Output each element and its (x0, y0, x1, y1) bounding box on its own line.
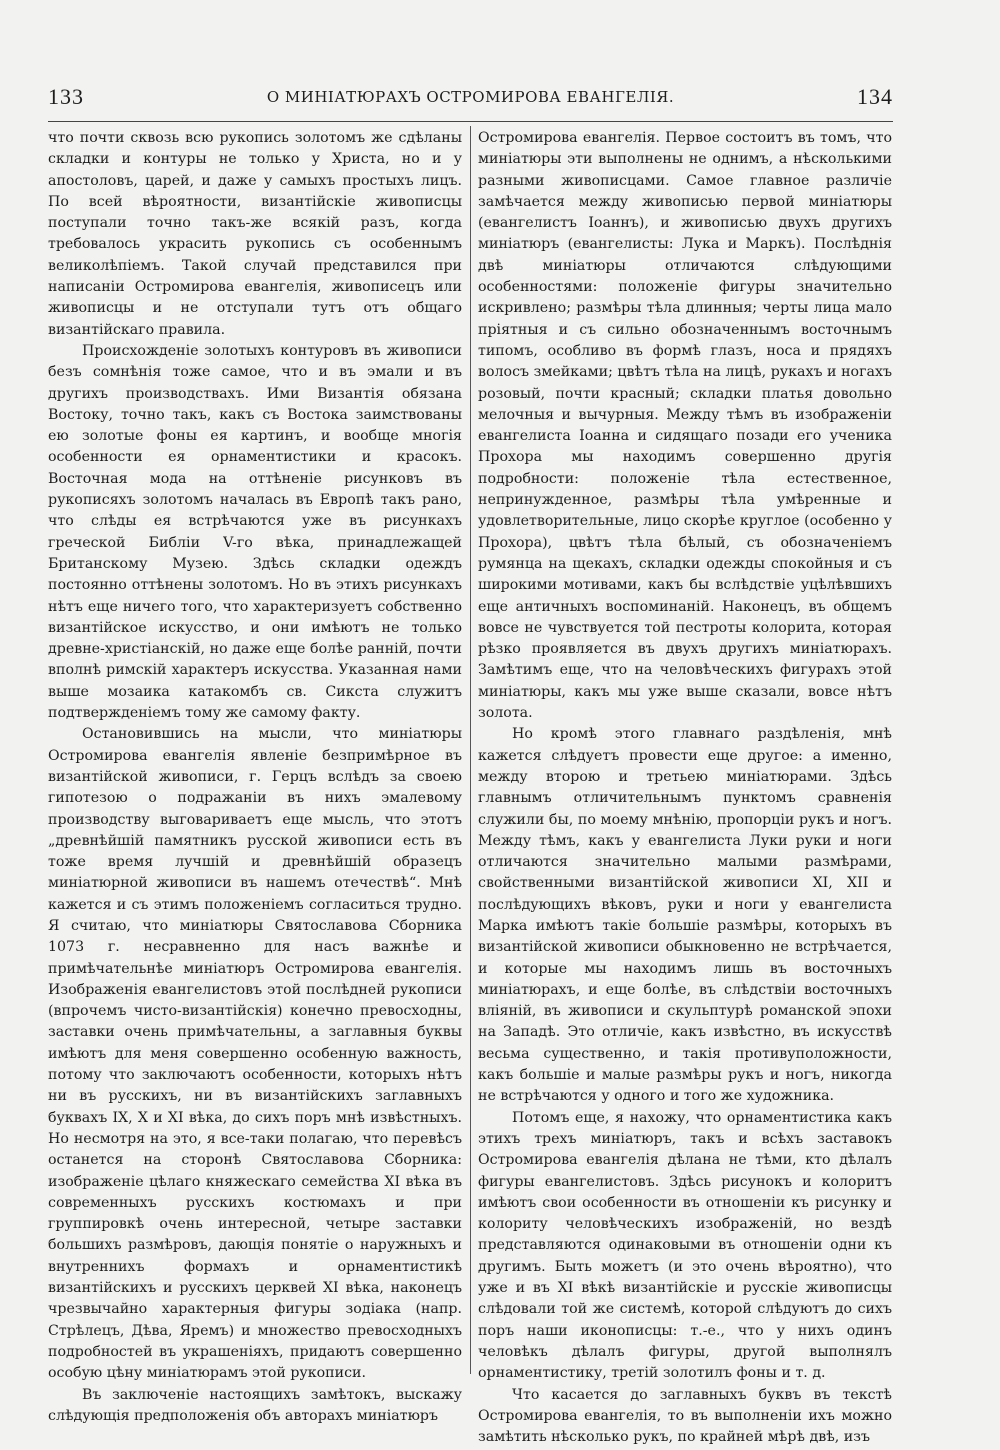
paragraph: Происхожденіе золотыхъ контуровъ въ живописи безъ сомнѣнія тоже самое, что и въ эмали и въ другихъ производствахъ. Ими Византія обязана Востоку, точно такъ, какъ съ Востока заимствованы ею золотые фоны ея картинъ, и вообще многія особенности ея орнаментистики и красокъ. Восточная мода на оттѣненіе рисунковъ въ рукописяхъ золотомъ началась въ Европѣ такъ рано, что слѣды ея встрѣчаются уже въ рисункахъ греческой Библіи V-го вѣка, принадлежащей Британскому Музею. Здѣсь складки одеждъ постоянно оттѣнены золотомъ. Но въ этихъ рисункахъ нѣтъ еще ничего того, что характеризуетъ собственно византійское искусство, и они имѣютъ не только древне-христіанскій, но даже еще болѣе раннiй, почти вполнѣ римскій характеръ искусства. Указанная нами выше мозаика катакомбъ св. Сикста служитъ подтвержденіемъ тому же самому факту. (48, 342, 462, 722)
left-column (48, 128, 462, 1427)
paragraph: Остромирова евангелія. Первое состоитъ въ томъ, что миніатюры эти выполнены не однимъ, а нѣсколькими разными живописцами. Самое главное различіе замѣчается между живописью первой миніатюры (евангелистъ Іоаннъ), и живописью двухъ другихъ миніатюръ (евангелисты: Лука и Маркъ). Послѣднія двѣ миніатюры отличаются слѣдующими особенностями: положеніе фигуры значительно искривлено; размѣры тѣла длинныя; черты лица мало пріятныя и съ сильно обозначеннымъ восточнымъ типомъ, особливо въ формѣ глазъ, носа и прядяхъ волосъ змейками; цвѣтъ тѣла на лицѣ, рукахъ и ногахъ розовый, почти красный; складки платья довольно мелочныя и вычурныя. Между тѣмъ въ изображеніи евангелиста Іоанна и сидящаго позади его ученика Прохора мы находимъ совершенно другія подробности: положеніе тѣла естественное, непринужденное, размѣры тѣла умѣренные и удовлетворительные, лицо скорѣе круглое (особенно у Прохора), цвѣтъ тѣла бѣлый, съ обозначеніемъ румянца на щекахъ, складки одежды спокойныя и съ широкими мотивами, какъ бы вслѣдствіе уцѣлѣвшихъ еще античныхъ воспоминаній. Наконецъ, въ общемъ вовсе не чувствуется той пестроты колорита, которая рѣзко проявляется въ двухъ другихъ миніатюрахъ. Замѣтимъ еще, что на человѣческихъ фигурахъ этой миніатюры, какъ мы уже выше сказали, вовсе нѣтъ золота. (478, 130, 892, 722)
paragraph: Потомъ еще, я нахожу, что орнаментистика какъ этихъ трехъ миніатюръ, такъ и всѣхъ заставокъ Остромирова евангелія дѣлана не тѣми, кто дѣлалъ фигуры евангелистовъ. Здѣсь рисунокъ и колоритъ имѣютъ свои особенности въ отношеніи къ рисунку и колориту человѣческихъ изображеній, но вездѣ представляются одинаковыми въ отношеніи одни къ другимъ. Быть можетъ (и это очень вѣроятно), что уже и въ XI вѣкѣ византійскіе и русскіе живописцы слѣдовали той же системѣ, которой слѣдуютъ до сихъ поръ наши иконописцы: т.-е., что у нихъ одинъ человѣкъ дѣлалъ фигуры, другой выполнялъ орнаментистику, третій золотилъ фоны и т. д. (478, 1109, 892, 1382)
page-number-left: 133 (48, 84, 84, 109)
paragraph: Въ заключеніе настоящихъ замѣтокъ, выскажу слѣдующія предположенія объ авторахъ миніатюръ (48, 1386, 462, 1424)
header-rule (48, 121, 893, 122)
paragraph: что почти сквозь всю рукопись золотомъ же сдѣланы складки и контуры не только у Христа, но и у апостоловъ, царей, и даже у самыхъ простыхъ лицъ. По всей вѣроятности, византійскіе живописцы поступали точно такъ-же всякій разъ, когда требовалось украсить рукопись съ особеннымъ великолѣпіемъ. Такой случай представился при написаніи Остромирова евангелія, живописецъ или живописцы и не отступали тутъ отъ общаго византійскаго правила. (48, 130, 462, 338)
paragraph: Остановившись на мысли, что миніатюры Остромирова евангелія явленіе безпримѣрное въ византійской живописи, г. Герцъ вслѣдъ за своею гипотезою о подражаніи въ нихъ эмалевому производству выговариваетъ еще мысль, что этотъ „древнѣйшій памятникъ русской живописи есть въ тоже время лучшій и древнѣйшій образецъ миніатюрной живописи въ нашемъ отечествѣ“. Мнѣ кажется и съ этимъ положеніемъ согласиться трудно. Я считаю, что миніатюры Святославова Сборника 1073 г. несравненно для насъ важнѣе и примѣчательнѣе миніатюръ Остромирова евангелія. Изображенія евангелистовъ этой послѣдней рукописи (впрочемъ чисто-византійскія) конечно превосходны, заставки очень примѣчательны, а заглавныя буквы имѣютъ для меня совершенно особенную важность, потому что заключаютъ особенности, которыхъ нѣтъ ни въ русскихъ, ни въ византійскихъ заглавныхъ буквахъ IX, X и XI вѣка, до сихъ поръ мнѣ извѣстныхъ. Но несмотря на это, я все-таки полагаю, что перевѣсъ останется на сторонѣ Святославова Сборника: изображеніе цѣлаго княжескаго семейства XI вѣка въ современныхъ русскихъ костюмахъ и при группировкѣ очень интересной, четыре заставки большихъ размѣровъ, дающія понятіе о наружныхъ и внутреннихъ формахъ и орнаментистикѣ византійскихъ и русскихъ церквей XI вѣка, наконецъ чрезвычайно характерныя фигуры зодіака (напр. Стрѣлецъ, Дѣва, Яремъ) и множество превосходныхъ подробностей въ украшеніяхъ, придаютъ совершенно особую цѣну миніатюрамъ этой рукописи. (48, 726, 462, 1382)
page-number-right: 134 (857, 84, 893, 109)
paragraph: Что касается до заглавныхъ буквъ въ текстѣ Остромирова евангелія, то въ выполненіи ихъ можно замѣтить нѣсколько рукъ, по крайней мѣрѣ двѣ, изъ (478, 1386, 892, 1446)
running-title: О МИНІАТЮРАХЪ ОСТРОМИРОВА ЕВАНГЕЛІЯ. (266, 88, 675, 106)
right-column (478, 128, 892, 1448)
column-divider (470, 126, 471, 1374)
paragraph: Но кромѣ этого главнаго раздѣленія, мнѣ кажется слѣдуетъ провести еще другое: а именно, между второю и третьею миніатюрами. Здѣсь главнымъ отличительнымъ пунктомъ сравненія служили бы, по моему мнѣнію, пропорціи рукъ и ногъ. Между тѣмъ, какъ у евангелиста Луки руки и ноги отличаются значительно малыми размѣрами, свойственными византійской живописи XI, XII и послѣдующихъ вѣковъ, руки и ноги у евангелиста Марка имѣютъ такіе большіе размѣры, которыхъ въ византійской живописи обыкновенно не встрѣчается, и которые мы находимъ лишь въ восточныхъ миніатюрахъ, и еще болѣе, въ слѣдствіи восточныхъ вліяній, въ живописи и скульптурѣ романской эпохи на Западѣ. Это отличіе, какъ извѣстно, въ искусствѣ весьма существенно, и такія противуположности, какъ большіе и малые размѣры рукъ и ногъ, никогда не встрѣчаются у одного и того же художника. (478, 726, 892, 1105)
page-header (48, 84, 893, 108)
